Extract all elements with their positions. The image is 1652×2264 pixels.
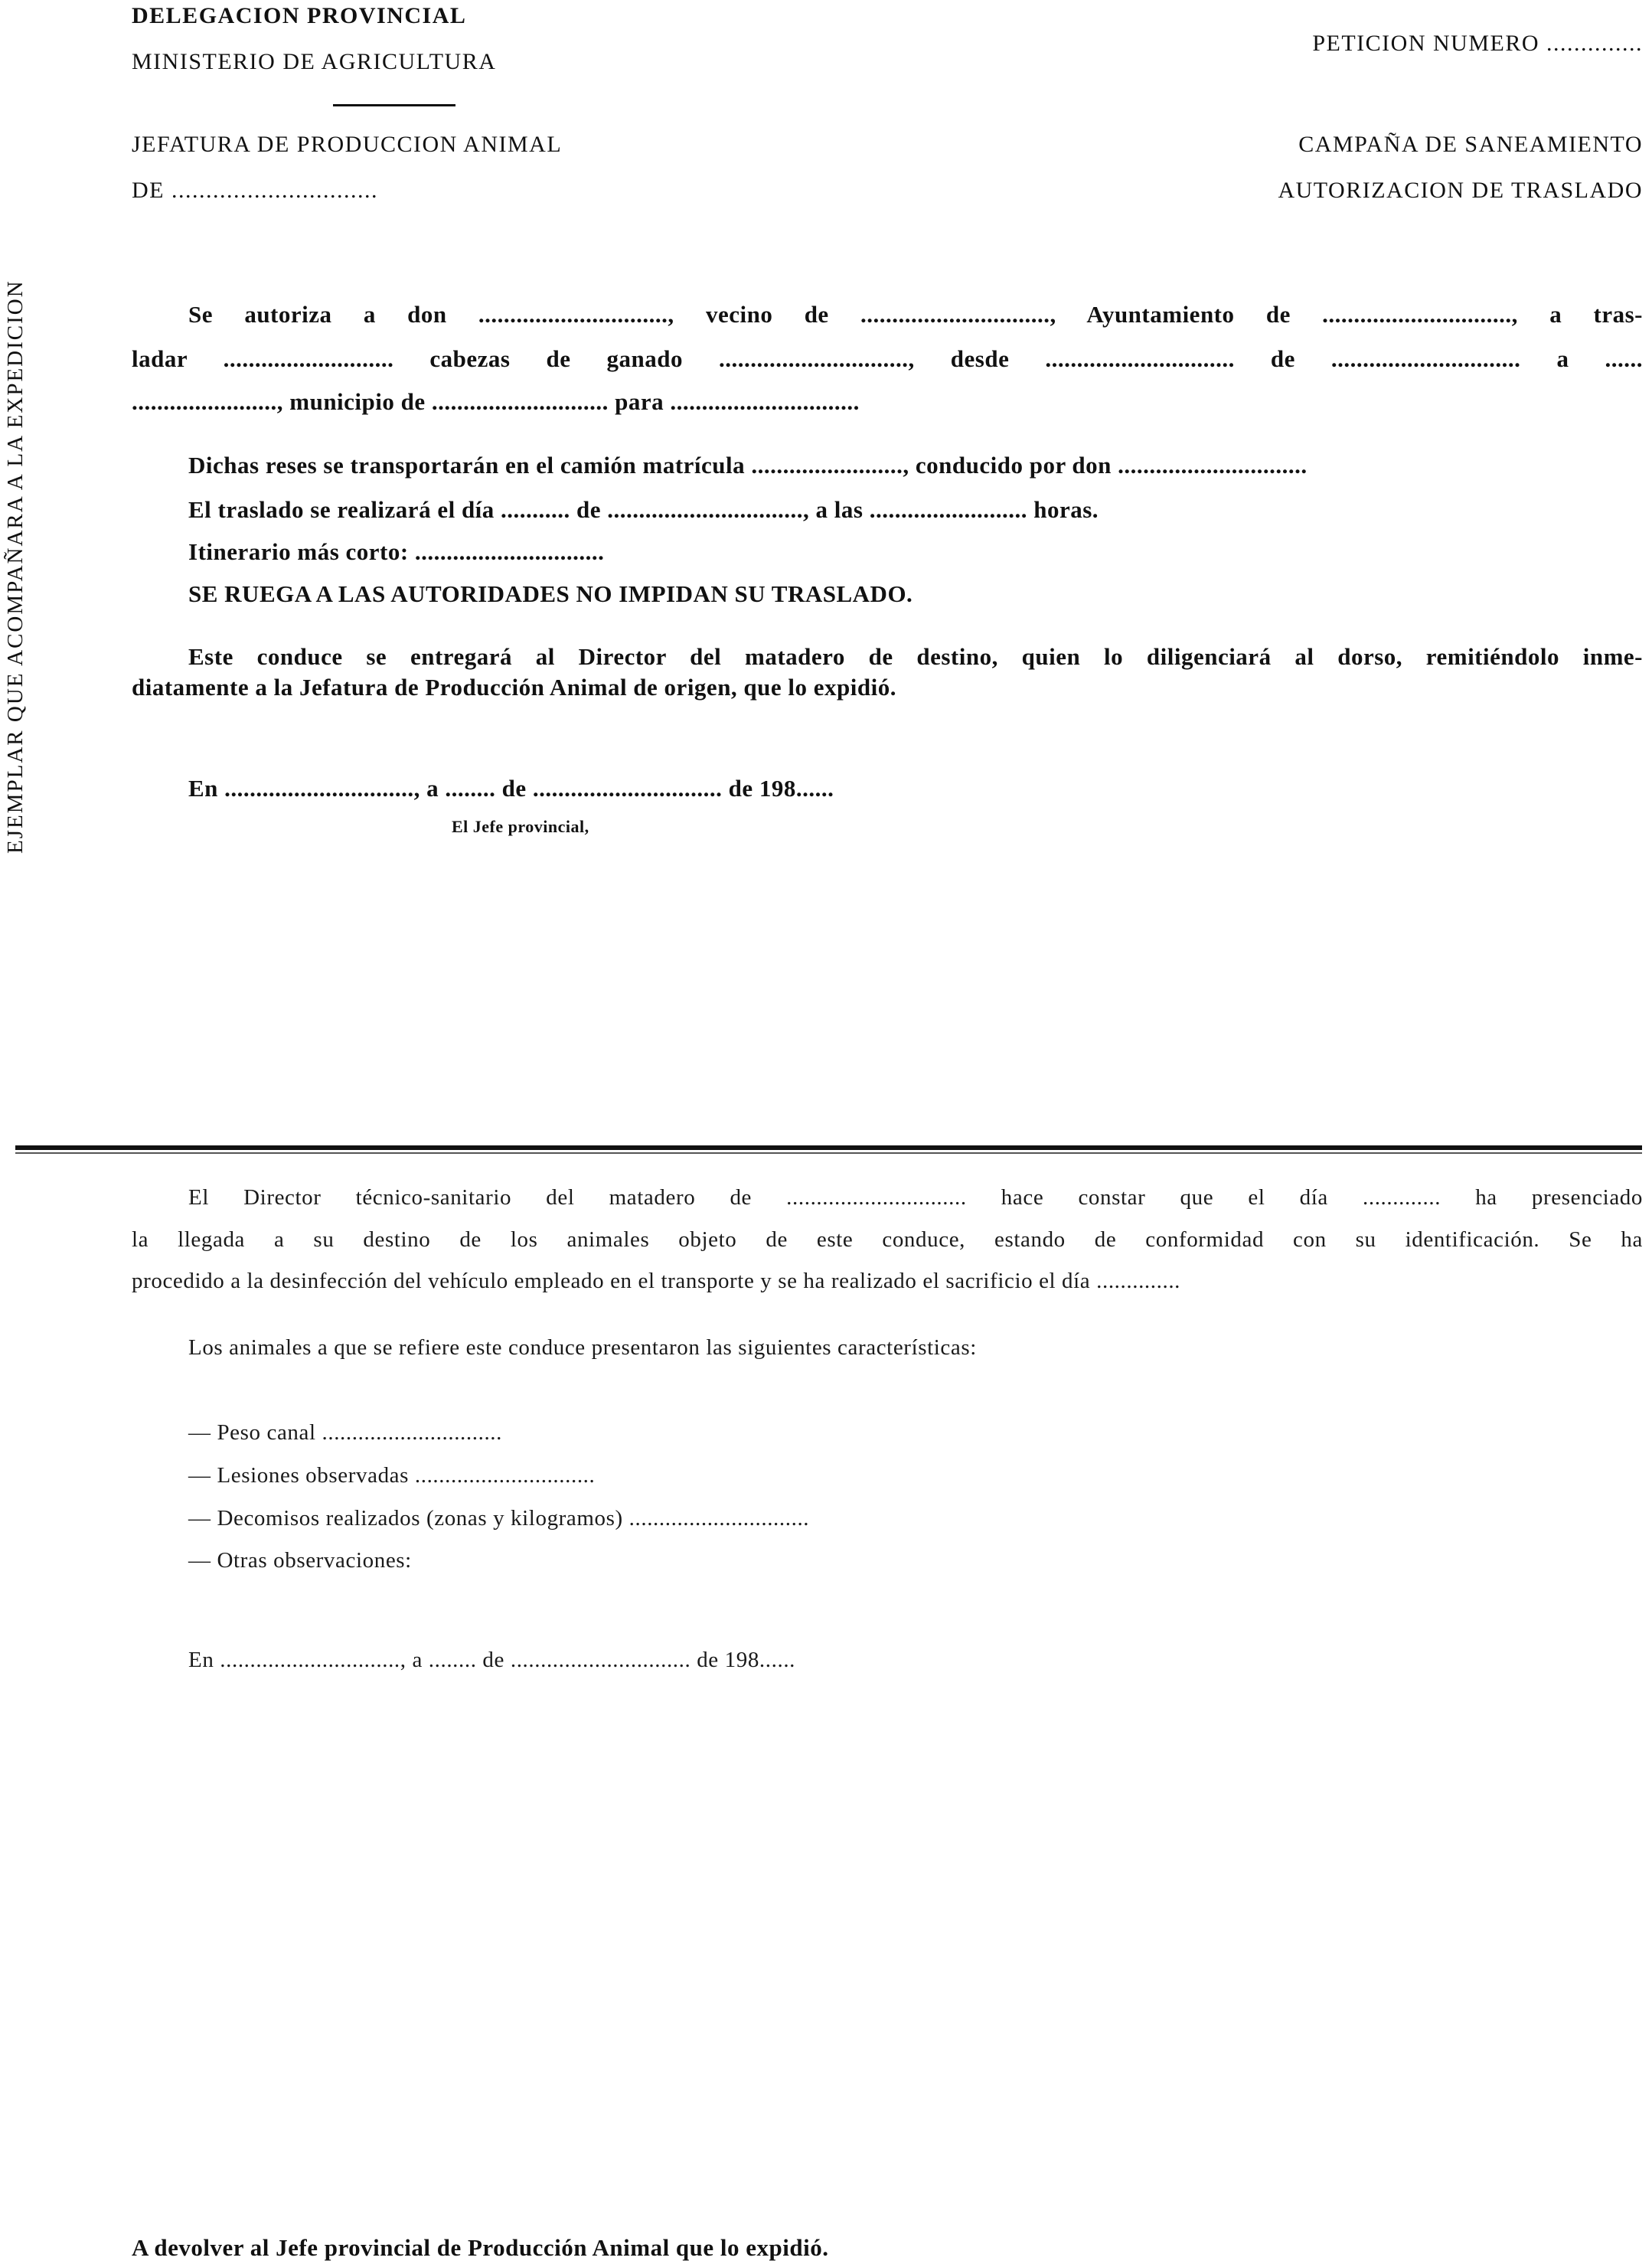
item-lesiones: — Lesiones observadas ..............................: [188, 1463, 596, 1488]
section-divider: [15, 1145, 1642, 1150]
traslado-dia-line: El traslado se realizará el día ........... de ..............................., a las ......................... horas.: [188, 496, 1099, 523]
matadero-date-line: En .............................., a ........ de .............................. de 198......: [188, 1648, 796, 1672]
conduce-line-1: Este conduce se entregará al Director del matadero de destino, quien lo diligenciará al dorso, remitiéndolo inme-: [188, 643, 1643, 670]
jefe-provincial-signature: El Jefe provincial,: [452, 817, 589, 836]
delegacion-heading: DELEGACION PROVINCIAL: [132, 3, 467, 28]
camion-line: Dichas reses se transportarán en el camión matrícula ........................, conducido por don ..............................: [188, 452, 1308, 479]
ruego-line: SE RUEGA A LAS AUTORIDADES NO IMPIDAN SU TRASLADO.: [188, 580, 913, 607]
item-otras-observaciones: — Otras observaciones:: [188, 1548, 412, 1573]
matadero-line-3: procedido a la desinfección del vehículo empleado en el transporte y se ha realizado el sacrificio el día ..............: [132, 1269, 1181, 1293]
matadero-line-1: El Director técnico-sanitario del matadero de .............................. hace constar que el día ............. ha presenciado: [188, 1185, 1643, 1210]
ministerio-heading: MINISTERIO DE AGRICULTURA: [132, 49, 497, 74]
itinerario-line: Itinerario más corto: ..............................: [188, 538, 605, 565]
authorization-line-2: ladar ........................... cabezas de ganado .............................., desde .............................. de .............................. a ......: [132, 345, 1643, 372]
conduce-line-2: diatamente a la Jefatura de Producción Animal de origen, que lo expidió.: [132, 674, 896, 701]
autorizacion-heading: AUTORIZACION DE TRASLADO: [1278, 178, 1643, 203]
return-instruction: A devolver al Jefe provincial de Producción Animal que lo expidió.: [132, 2234, 829, 2261]
campana-heading: CAMPAÑA DE SANEAMIENTO: [1298, 132, 1643, 157]
peticion-numero: PETICION NUMERO ..............: [1312, 31, 1643, 56]
authorization-date-line: En .............................., a ........ de .............................. de 198......: [188, 775, 834, 802]
jefatura-heading: JEFATURA DE PRODUCCION ANIMAL: [132, 132, 563, 157]
jefatura-de-line: DE ..............................: [132, 178, 378, 203]
authorization-line-1: Se autoriza a don .............................., vecino de .............................., Ayuntamiento de .............................., a tras-: [188, 301, 1643, 328]
item-decomisos: — Decomisos realizados (zonas y kilogramos) ..............................: [188, 1506, 810, 1531]
section-divider-shadow: [15, 1152, 1642, 1154]
matadero-line-2: la llegada a su destino de los animales objeto de este conduce, estando de conformidad con su identificación. Se ha: [132, 1227, 1643, 1252]
side-note: EJEMPLAR QUE ACOMPAÑARA A LA EXPEDICION: [3, 279, 28, 854]
caracteristicas-line: Los animales a que se refiere este conduce presentaron las siguientes características:: [188, 1335, 977, 1360]
item-peso-canal: — Peso canal ..............................: [188, 1420, 503, 1445]
authorization-line-3: ......................., municipio de ............................ para ..............................: [132, 388, 860, 415]
header-divider: [333, 104, 455, 106]
